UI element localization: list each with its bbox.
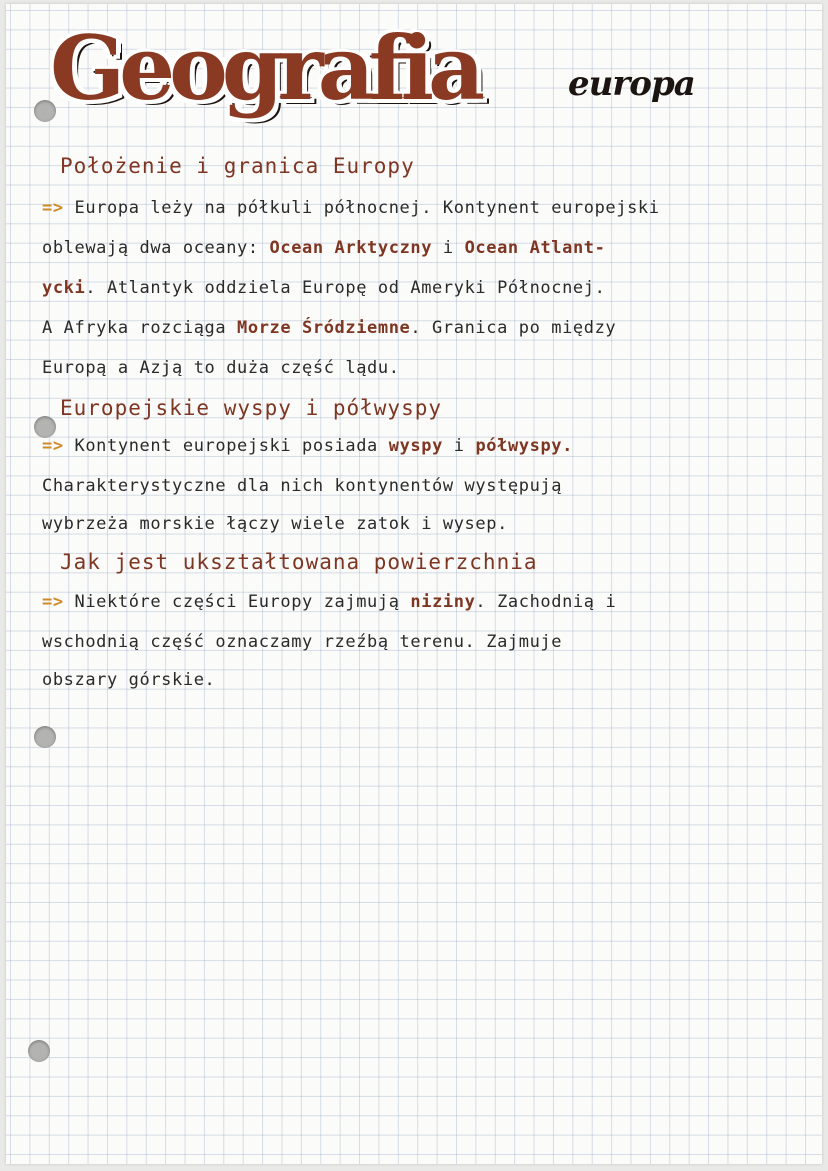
text-line: Charakterystyczne dla nich kontynentów występują — [42, 476, 563, 496]
section-heading-surface: Jak jest ukształtowana powierzchnia — [60, 550, 538, 574]
highlight-term: Ocean Atlant- — [464, 238, 606, 258]
text-line: obszary górskie. — [42, 670, 216, 690]
arrow-icon: => — [42, 592, 75, 612]
highlight-term: niziny — [410, 592, 476, 612]
highlight-term: półwyspy. — [475, 436, 573, 456]
text-line: ycki. Atlantyk oddziela Europę od Ameryki Północnej. — [42, 278, 606, 298]
text-line: A Afryka rozciąga Morze Śródziemne. Granica po między — [42, 318, 617, 338]
text-line: oblewają dwa oceany: Ocean Arktyczny i Ocean Atlant- — [42, 238, 606, 258]
text-line: wybrzeża morskie łączy wiele zatok i wysep. — [42, 514, 508, 534]
text-line: => Kontynent europejski posiada wyspy i półwyspy. — [42, 436, 573, 456]
page-title — [50, 18, 550, 136]
text-line: => Europa leży na półkuli północnej. Kontynent europejski — [42, 198, 660, 218]
title-text: Geografia — [50, 16, 480, 120]
text-line: wschodnią część oznaczamy rzeźbą terenu. Zajmuje — [42, 632, 563, 652]
highlight-term: Ocean Arktyczny — [269, 238, 433, 258]
arrow-icon: => — [42, 198, 75, 218]
punch-hole — [34, 416, 56, 438]
highlight-term: wyspy — [388, 436, 443, 456]
text-line: => Niektóre części Europy zajmują niziny. Zachodnią i — [42, 592, 617, 612]
section-heading-location: Położenie i granica Europy — [60, 154, 415, 178]
highlight-term: Morze Śródziemne — [237, 318, 411, 338]
punch-hole — [34, 726, 56, 748]
highlight-term: ycki — [42, 278, 86, 298]
subtitle: europa — [568, 64, 695, 104]
arrow-icon: => — [42, 436, 75, 456]
punch-hole — [28, 1040, 50, 1062]
notebook-page — [6, 4, 822, 1164]
section-heading-islands: Europejskie wyspy i półwyspy — [60, 396, 443, 420]
text-line: Europą a Azją to duża część lądu. — [42, 358, 400, 378]
